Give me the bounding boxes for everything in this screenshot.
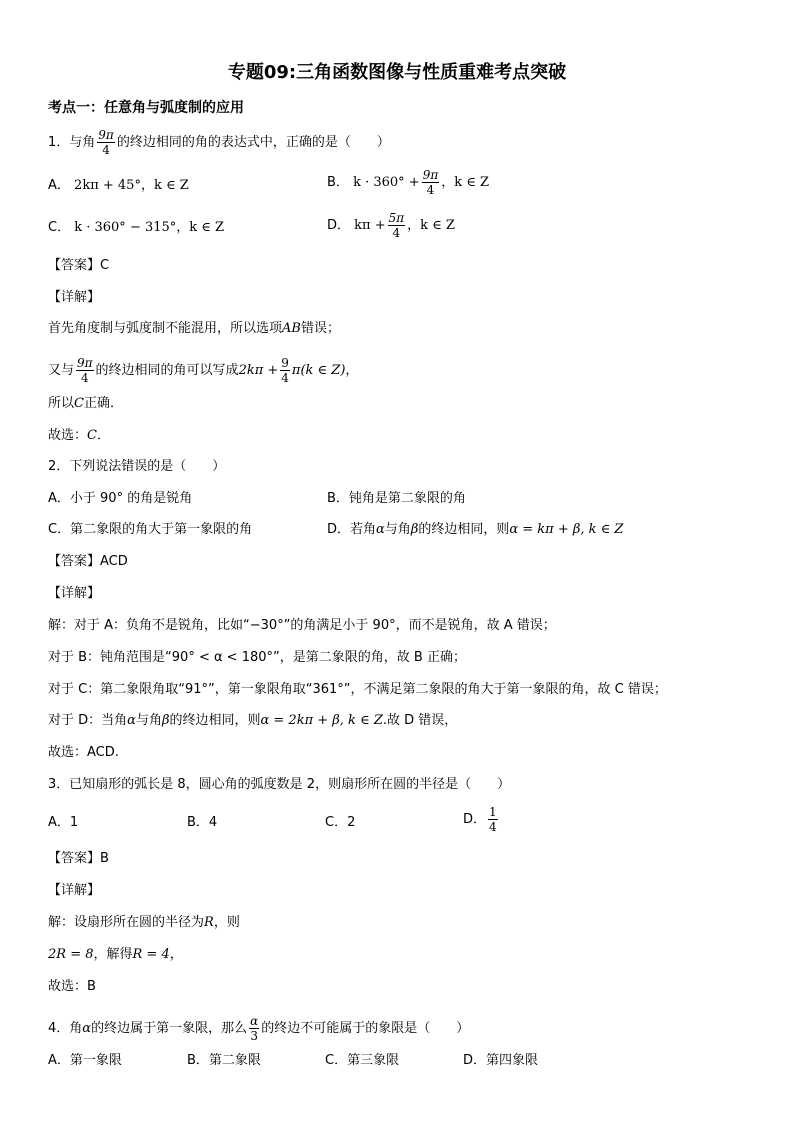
question-1-option-c: C． k · 360° − 315°，k ∈ Z [48, 220, 225, 235]
section-heading: 考点一：任意角与弧度制的应用 [48, 100, 244, 116]
fraction: $\frac{9}{4}$ [281, 356, 289, 385]
fraction: $\frac{5\pi}{4}$ [388, 211, 405, 240]
question-4-stem: 4．角α的终边属于第一象限，那么 $\frac{\alpha}{3}$ 的终边不可能属于的象限是（ ） [48, 1014, 470, 1043]
question-1-detail-heading: 【详解】 [48, 290, 101, 305]
question-4-option-d: D．第四象限 [463, 1053, 539, 1068]
question-3-stem: 3．已知扇形的弧长是 8，圆心角的弧度数是 2，则扇形所在圆的半径是（ ） [48, 777, 511, 792]
question-3-detail-heading: 【详解】 [48, 883, 101, 898]
question-2-option-a: A．小于 90° 的角是锐角 [48, 491, 193, 506]
question-2-solution-line-5: 故选：ACD. [48, 745, 119, 760]
fraction: $\frac{9\pi}{4}$ [77, 356, 93, 385]
question-2-option-c: C．第二象限的角大于第一象限的角 [48, 522, 253, 537]
fraction: $\frac{\alpha}{3}$ [250, 1014, 259, 1043]
question-2-solution-line-4: 对于 D：当角α与角β的终边相同，则α = 2kπ + β, k ∈ Z.故 D 错误， [48, 713, 458, 728]
question-2-option-d: D．若角α与角β的终边相同，则α = kπ + β, k ∈ Z [327, 522, 624, 537]
question-1-solution-line-1: 首先角度制与弧度制不能混用，所以选项AB错误； [48, 321, 340, 336]
question-1-solution-line-2: 又与 $\frac{9\pi}{4}$ 的终边相同的角可以写成2kπ + $\frac{9}{4}$ π(k ∈ Z)， [48, 356, 359, 385]
question-3-option-b: B．4 [187, 815, 218, 830]
question-1-stem: 1．与角 $\frac{9\pi}{4}$ 的终边相同的角的表达式中，正确的是（ ） [48, 128, 390, 157]
question-1-solution-line-4: 故选：C． [48, 428, 110, 443]
question-1-option-a: A． 2kπ + 45°，k ∈ Z [48, 178, 189, 193]
question-1-solution-line-3: 所以C正确． [48, 396, 123, 411]
question-2-option-b: B．钝角是第二象限的角 [327, 491, 466, 506]
question-3-solution-line-2: 2R = 8，解得R = 4， [48, 947, 183, 962]
question-3-solution-line-1: 解：设扇形所在圆的半径为R，则 [48, 915, 240, 930]
question-1-option-d: D． kπ + $\frac{5\pi}{4}$ ，k ∈ Z [327, 211, 455, 240]
question-4-option-c: C．第三象限 [325, 1053, 400, 1068]
question-2-answer: 【答案】ACD [48, 554, 128, 569]
question-3-solution-line-3: 故选：B [48, 979, 96, 994]
fraction: $\frac{9\pi}{4}$ [98, 128, 114, 157]
question-3-option-d: D． $\frac{1}{4}$ [463, 805, 497, 834]
fraction: $\frac{9\pi}{4}$ [422, 168, 439, 197]
question-2-detail-heading: 【详解】 [48, 586, 101, 601]
question-4-option-a: A．第一象限 [48, 1053, 122, 1068]
question-4-option-b: B．第二象限 [187, 1053, 261, 1068]
question-3-option-a: A．1 [48, 815, 79, 830]
question-1-option-b: B． k · 360° + $\frac{9\pi}{4}$ ，k ∈ Z [327, 168, 490, 197]
fraction: $\frac{1}{4}$ [489, 805, 497, 834]
question-1-answer: 【答案】C [48, 258, 110, 273]
question-2-stem: 2．下列说法错误的是（ ） [48, 459, 226, 474]
question-2-solution-line-1: 解：对于 A：负角不是锐角，比如“−30°”的角满足小于 90°，而不是锐角，故 A 错误； [48, 618, 556, 633]
question-2-solution-line-2: 对于 B：钝角范围是“90° < α < 180°”，是第二象限的角，故 B 正确； [48, 650, 466, 665]
question-3-option-c: C．2 [325, 815, 356, 830]
question-3-answer: 【答案】B [48, 851, 109, 866]
page-title: 专题09:三角函数图像与性质重难考点突破 [227, 62, 567, 83]
question-2-solution-line-3: 对于 C：第二象限角取“91°”，第一象限角取“361°”，不满足第二象限的角大于第一象限的角，故 C 错误； [48, 682, 667, 697]
